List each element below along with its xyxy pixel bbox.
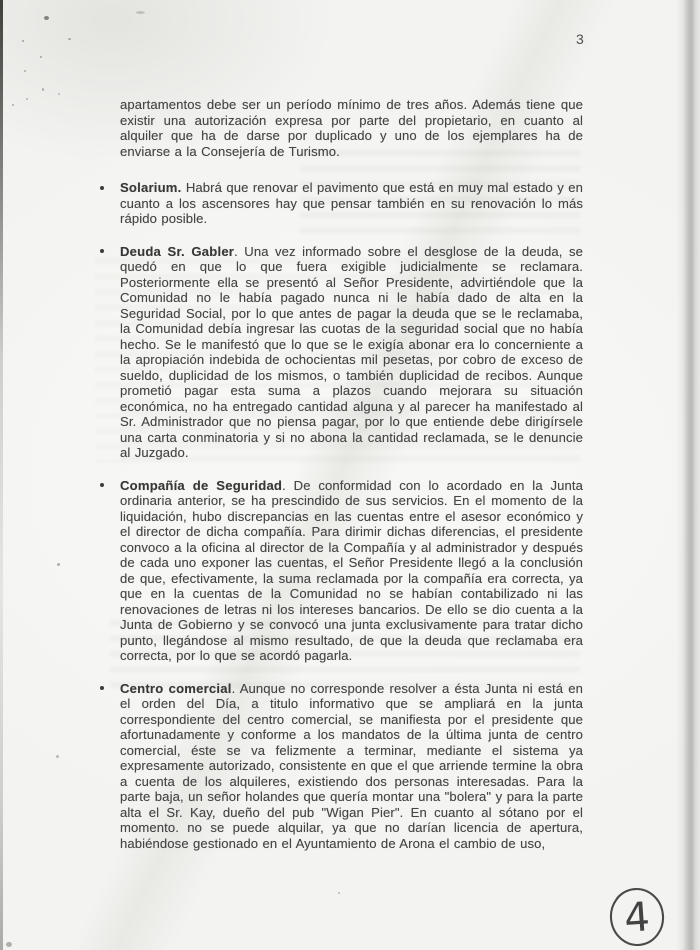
bullet-body: . Una vez informado sobre el desglose de la deuda, se quedó en que lo que fuera exigible judicialmente se reclamara. Posteriormente ella se presentó al Señor Presidente, advirtiéndole que la Comunidad no le había pagado nunca ni le había dado de alta en la Seguridad Social, por lo que antes de pagar la deuda que se le reclamaba, la Comunidad debía ingresar las cuotas de la seguridad social que no había hecho. Se le manifestó que lo que se le exigía abonar era lo concerniente a la apropiación indebida de ochocientas mil pesetas, por cobro de exceso de sueldo, duplicidad de los mismos, o también duplicidad de recibos. Aunque prometió pagar esta suma a plazos cuando mejorara su situación económica, no ha entregado cantidad alguna y al parecer ha manifestado al Sr. Administrador que no piensa pagar, por lo que entiende debe dirigírsele una carta conminatoria y si no abona la cantidad reclamada, se le denuncie al Juzgado. [120,243,583,460]
bullet-item-compania-de-seguridad [120,478,583,664]
page-number: 3 [576,31,584,47]
bullet-title: Solarium. [120,180,182,195]
scan-speck [12,104,14,106]
bullet-body: Habrá que renovar el pavimento que está en muy mal estado y en cuanto a los ascensores hay que pensar también en su renovación lo más rápido posible. [120,180,583,226]
scan-speck [136,11,145,14]
bullet-title: Centro comercial [120,680,232,696]
bullet-title: Deuda Sr. Gabler [120,243,235,259]
bullet-dot [100,686,104,690]
bullet-item-solarium [120,180,583,227]
left-scan-edge-shadow [0,0,3,950]
scan-speck [338,892,340,894]
scan-speck [42,88,44,91]
bullet-dot [100,249,104,253]
handwritten-digit: 4 [622,894,652,942]
bullet-body: . Aunque no corresponde resolver a ésta Junta ni está en el orden del Día, a titulo informativo que se ampliará en la junta correspondiente del centro comercial, se manifiesta por el presidente que afortunadamente y conforme a los mandatos de la última junta de centro comercial, éste se va felizmente a terminar, mediante el sistema ya expresamente autorizado, consistente en que el que arriende termine la obra a cuenta de los alquileres, existiendo dos personas interesadas. Para la parte baja, un señor holandes que quería montar una "bolera" y para la parte alta el Sr. Kay, dueño del pub "Wigan Pier". En cuanto al sótano por el momento. no se puede alquilar, ya que no darían licencia de apertura, habiéndose gestionado en el Ayuntamiento de Arona el cambio de uso, [120,680,583,851]
scan-speck [24,70,26,72]
scan-speck [26,98,28,100]
scan-speck [40,56,42,58]
scan-speck [44,16,49,20]
scan-speck [68,38,71,40]
scan-speck [58,93,60,95]
right-page-edge-shadow [676,0,700,950]
bullet-item-deuda-sr-gabler [120,244,583,461]
bullet-dot [100,483,104,487]
intro-paragraph: apartamentos debe ser un período mínimo de tres años. Además tiene que existir una autorización expresa por parte del propietario, en cuanto al alquiler que ha de darse por duplicado y uno de los ejemplares ha de enviarse a la Consejería de Turismo. [120,97,583,159]
scan-speck [6,942,12,947]
handwritten-circled-number [603,884,675,950]
bullet-title: Compañía de Seguridad [120,477,283,493]
document-body [120,97,583,851]
bullet-body: . De conformidad con lo acordado en la Junta ordinaria anterior, se ha prescindido de sus servicios. En el momento de la liquidación, hubo discrepancias en las cuentas entre el asesor económico y el director de dicha compañía. Para dirimir dichas diferencias, el presidente convoco a la oficina al director de la Compañía y al administrador y después de cada uno exponer las cuentas, el Señor Presidente llegó a la conclusión de que, efectivamente, la suma reclamada por la compañía era correcta, ya que en la cuentas de la Comunidad no se habían contabilizado ni las renovaciones de letras ni los intereses bancarios. De ello se dio cuenta a la Junta de Gobierno y se convocó una junta exclusivamente para tratar dicho punto, llegándose al mismo resultado, de que la deuda que reclamaba era correcta, por lo que se acordó pagarla. [120,477,583,663]
bullet-dot [100,186,104,190]
scan-speck [56,755,59,758]
scan-speck [22,40,24,42]
scan-speck [57,563,60,566]
bullet-item-centro-comercial [120,681,583,852]
